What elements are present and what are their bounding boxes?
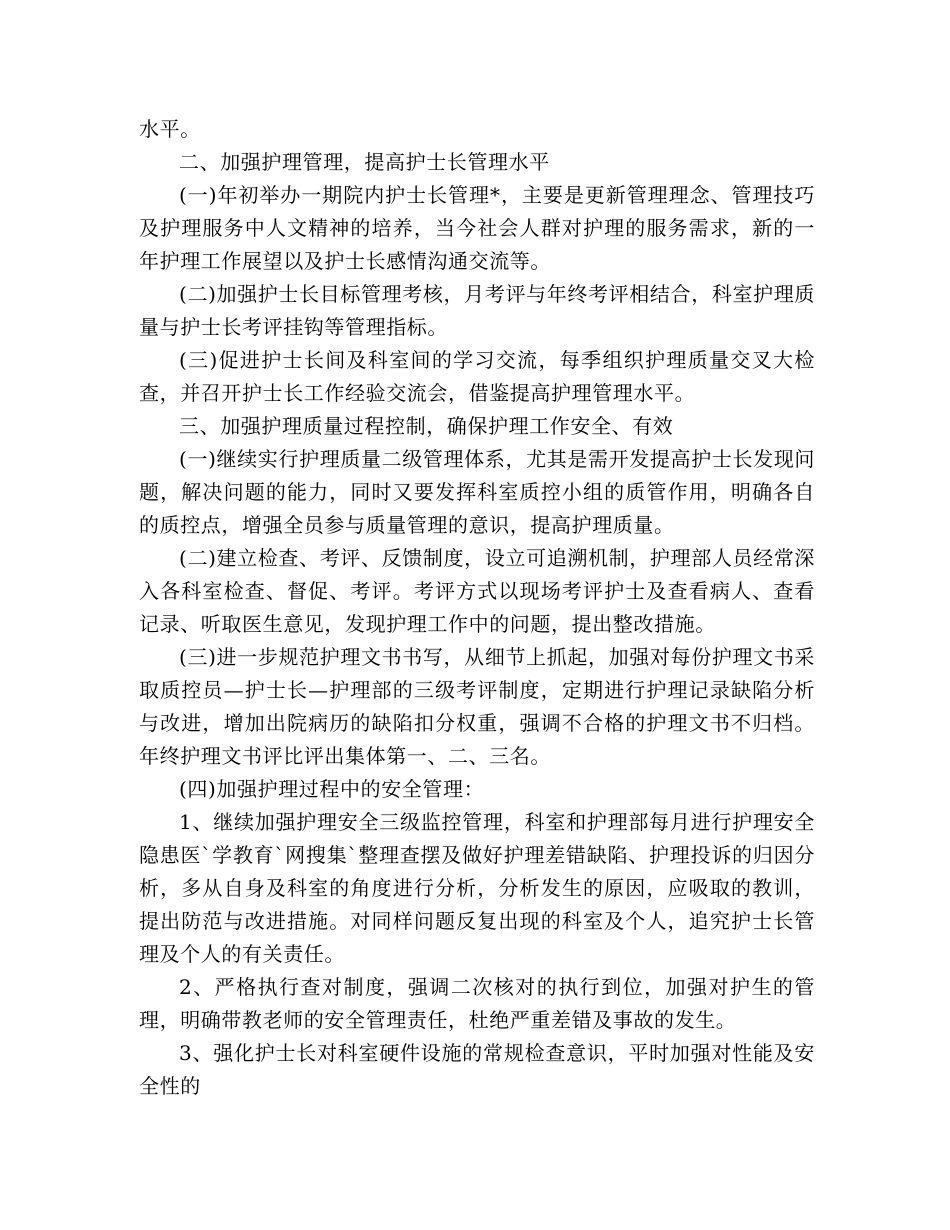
paragraph: (三)促进护士长间及科室间的学习交流，每季组织护理质量交叉大检查，并召开护士长工作经验交流会，借鉴提高护理管理水平。	[139, 348, 815, 405]
subsection-heading: (四)加强护理过程中的安全管理：	[179, 777, 485, 801]
document-body	[139, 113, 815, 1103]
paragraph: (三)进一步规范护理文书书写，从细节上抓起，加强对每份护理文书采取质控员—护士长—护理部的三级考评制度，定期进行护理记录缺陷分析与改进，增加出院病历的缺陷扣分权重，强调不合格的护理文书不归档。年终护理文书评比评出集体第一、二、三名。	[139, 645, 815, 768]
paragraph: 3、强化护士长对科室硬件设施的常规检查意识，平时加强对性能及安全性的	[139, 1041, 815, 1098]
paragraph: (一)继续实行护理质量二级管理体系，尤其是需开发提高护士长发现问题，解决问题的能力，同时又要发挥科室质控小组的质管作用，明确各自的质控点，增强全员参与质量管理的意识，提高护理质量。	[139, 447, 815, 537]
paragraph: (二)加强护士长目标管理考核，月考评与年终考评相结合，科室护理质量与护士长考评挂钩等管理指标。	[139, 282, 815, 339]
paragraph: (二)建立检查、考评、反馈制度，设立可追溯机制，护理部人员经常深入各科室检查、督促、考评。考评方式以现场考评护士及查看病人、查看记录、听取医生意见，发现护理工作中的问题，提出整改措施。	[139, 546, 815, 636]
paragraph: 2、严格执行查对制度，强调二次核对的执行到位，加强对护生的管理，明确带教老师的安全管理责任，杜绝严重差错及事故的发生。	[139, 975, 815, 1032]
paragraph: 1、继续加强护理安全三级监控管理，科室和护理部每月进行护理安全隐患医`学教育`网搜集`整理查摆及做好护理差错缺陷、护理投诉的归因分析，多从自身及科室的角度进行分析，分析发生的原因，应吸取的教训，提出防范与改进措施。对同样问题反复出现的科室及个人，追究护士长管理及个人的有关责任。	[139, 810, 815, 966]
paragraph: (一)年初举办一期院内护士长管理*，主要是更新管理理念、管理技巧及护理服务中人文精神的培养，当今社会人群对护理的服务需求，新的一年护理工作展望以及护士长感情沟通交流等。	[139, 183, 815, 273]
paragraph-continuation: 水平。	[139, 117, 201, 141]
section-heading-2: 二、加强护理管理，提高护士长管理水平	[179, 150, 550, 174]
section-heading-3: 三、加强护理质量过程控制，确保护理工作安全、有效	[179, 414, 674, 438]
